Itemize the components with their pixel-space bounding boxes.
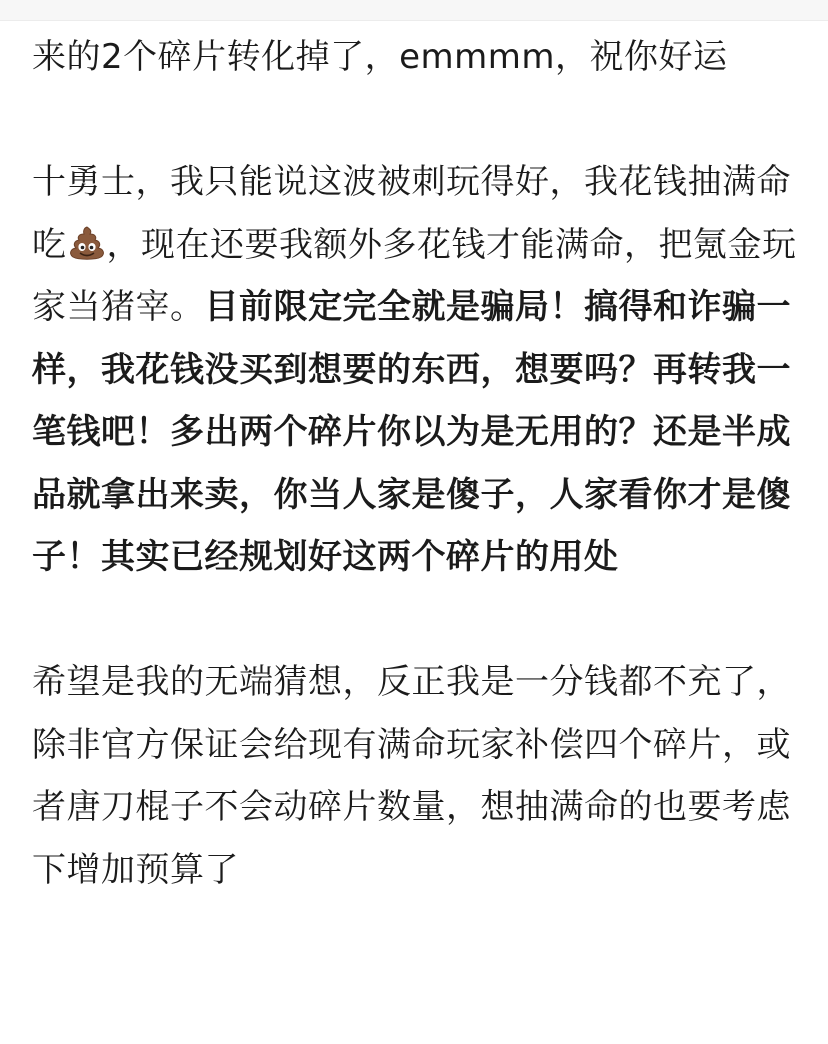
post-paragraph-3: 希望是我的无端猜想，反正我是一分钱都不充了，除非官方保证会给现有满命玩家补偿四个碎片，或者唐刀棍子不会动碎片数量，想抽满命的也要考虑下增加预算了: [32, 662, 791, 890]
post-paragraph-1: 来的2个碎片转化掉了，emmmm，祝你好运: [32, 37, 728, 77]
paragraph-2-text-b: ，现在还要我额外多花钱才能满命，把氪金玩家当猪宰。: [32, 224, 797, 327]
post-paragraph-2: [32, 151, 802, 589]
paragraph-2-bold-text: 目前限定完全就是骗局！搞得和诈骗一样，我花钱没买到想要的东西，想要吗？再转我一笔钱吧！多出两个碎片你以为是无用的？还是半成品就拿出来卖，你当人家是傻子，人家看你才是傻子！其实已经规划好这两个碎片的用处: [32, 287, 791, 577]
post-body: [32, 26, 802, 901]
poop-emoji-icon: [68, 220, 106, 258]
top-divider: [0, 0, 828, 21]
paragraph-2-text-a: 十勇士，我只能说这波被刺玩得好，我花钱抽满命吃: [32, 162, 791, 265]
